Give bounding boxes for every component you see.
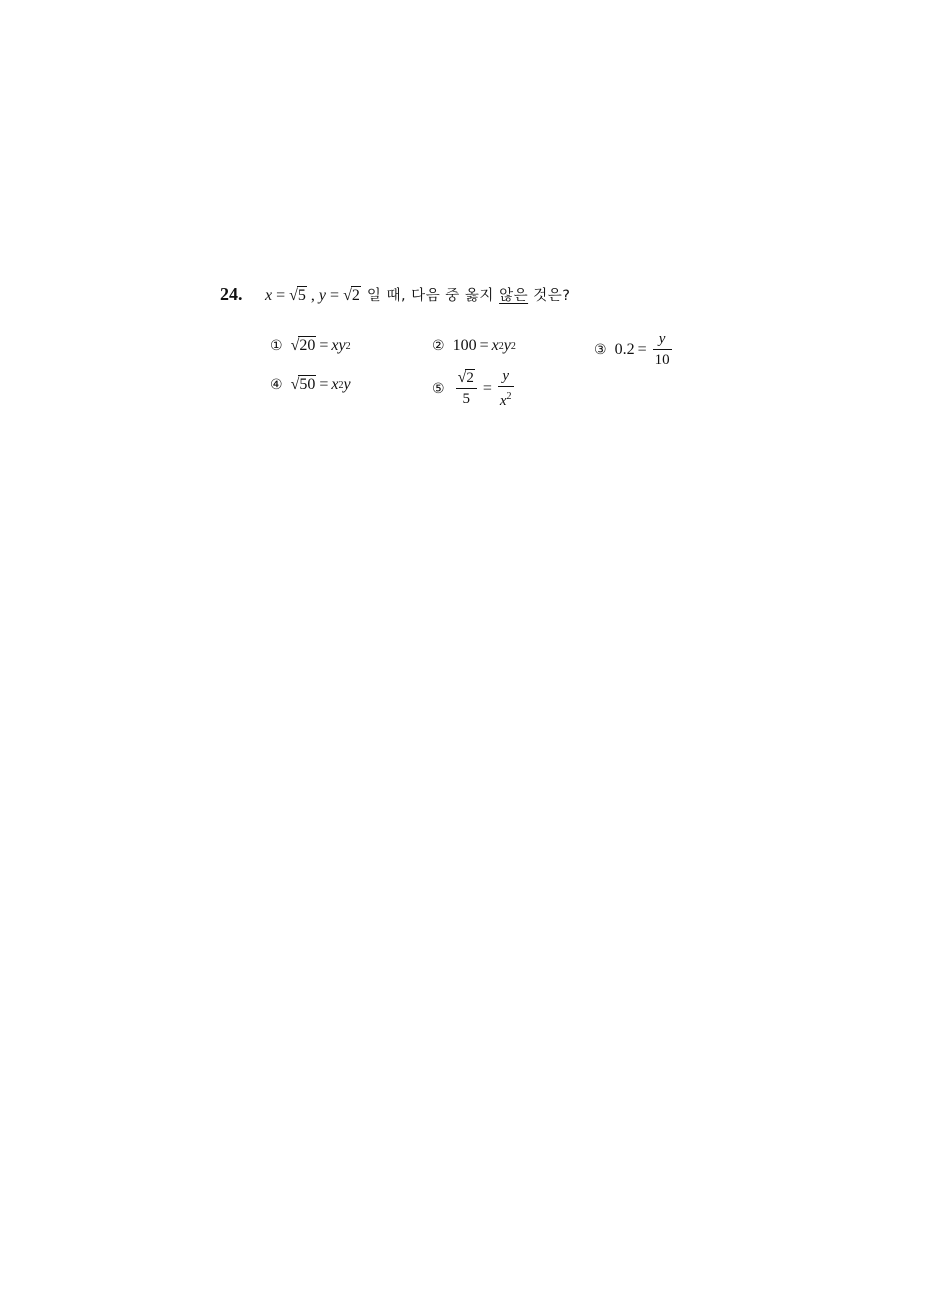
var-x: x [331, 376, 339, 393]
question-text-before: 일 때, 다음 중 옳지 [366, 288, 494, 304]
lhs: 0.2 [614, 340, 635, 358]
exponent: 2 [510, 340, 516, 352]
choice-marker: ⑤ [432, 380, 445, 397]
fraction [456, 370, 477, 407]
fraction [653, 331, 672, 368]
var-y: y [343, 376, 351, 393]
var-x: x [499, 393, 507, 409]
rhs: xy [331, 337, 346, 354]
radicand: 50 [299, 376, 316, 393]
equals-sign: = [330, 287, 340, 304]
fraction-bar [498, 386, 514, 387]
equals-sign: = [319, 337, 329, 354]
choice-5[interactable] [432, 368, 517, 409]
choice-3[interactable] [594, 331, 675, 368]
exponent: 2 [506, 391, 512, 402]
var-x: x [491, 337, 499, 354]
radicand: 20 [299, 337, 316, 354]
lhs: 100 [452, 337, 477, 354]
question-text-after: 것은? [533, 288, 571, 304]
exponent: 2 [498, 340, 504, 352]
problem-24 [220, 283, 740, 307]
sqrt-expression [458, 370, 475, 386]
comma: , [310, 287, 315, 304]
radicand: 5 [297, 287, 306, 304]
fraction [498, 368, 514, 409]
question-stem-math [265, 285, 361, 307]
equals-sign: = [482, 379, 492, 397]
sqrt-expression [343, 285, 361, 307]
sqrt-expression [291, 337, 317, 355]
radicand: 2 [351, 287, 360, 304]
question-text-underlined: 않은 [499, 288, 529, 304]
question-number: 24. [220, 284, 243, 304]
equals-sign: = [637, 340, 647, 358]
sqrt-expression [289, 285, 307, 307]
equals-sign: = [276, 287, 286, 304]
radicand: 2 [466, 370, 474, 386]
var-y: y [503, 337, 511, 354]
choice-1[interactable] [270, 337, 351, 355]
sqrt-symbol: √ [290, 376, 300, 393]
fraction-bar [653, 349, 672, 350]
denominator: 5 [462, 391, 470, 407]
sqrt-expression [291, 376, 317, 394]
equals-sign: = [479, 337, 489, 354]
var-y: y [318, 287, 327, 304]
equals-sign: = [319, 376, 329, 393]
sqrt-symbol: √ [343, 287, 352, 304]
choice-2[interactable] [432, 337, 516, 355]
choice-4[interactable] [270, 376, 351, 394]
choice-marker: ② [432, 338, 445, 354]
exponent: 2 [345, 340, 351, 352]
numerator [456, 370, 477, 386]
denominator: 10 [654, 352, 670, 368]
fraction-bar [456, 388, 477, 389]
sqrt-symbol: √ [290, 337, 300, 354]
numerator: y [502, 368, 510, 384]
denominator [498, 389, 514, 409]
choice-marker: ③ [594, 341, 607, 358]
question-line [220, 283, 740, 307]
choice-marker: ④ [270, 377, 283, 393]
numerator: y [658, 331, 666, 347]
exponent: 2 [338, 379, 344, 391]
choice-marker: ① [270, 338, 283, 354]
sqrt-symbol: √ [289, 287, 298, 304]
sqrt-symbol: √ [457, 369, 467, 386]
var-x: x [265, 287, 273, 304]
question-text [367, 285, 571, 307]
